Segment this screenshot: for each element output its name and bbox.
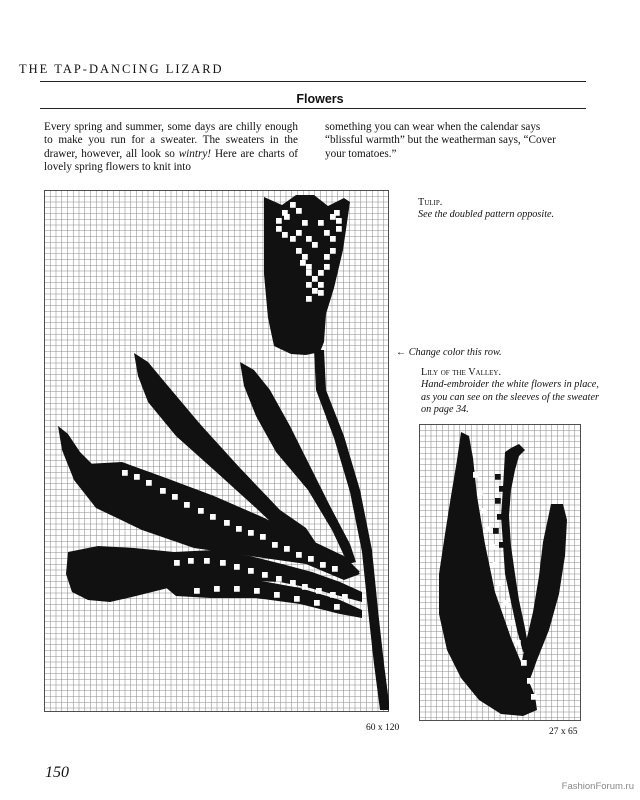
tulip-chart: [44, 190, 389, 712]
tulip-note: See the doubled pattern opposite.: [418, 209, 555, 221]
lily-title: Lily of the Valley.: [421, 367, 502, 378]
top-rule: [40, 81, 586, 82]
intro-text-b: Here are charts of lovely spring flowers to knit into: [44, 147, 299, 174]
lily-chart: [419, 424, 581, 721]
tulip-chart-size: 60 x 120: [366, 723, 400, 733]
intro-emphasis: wintry!: [178, 147, 212, 160]
lily-stem: [501, 444, 529, 652]
running-head: THE TAP-DANCING LIZARD: [19, 62, 224, 76]
watermark: FashionForum.ru: [561, 781, 634, 792]
tulip-title: Tulip.: [418, 197, 443, 208]
lily-leaf-right: [517, 504, 567, 696]
lily-note: Hand-embroider the white flowers in place, as you can see on the sleeves of the sweater on page 34.: [421, 379, 599, 416]
lily-caption: [421, 367, 599, 417]
page-number: 150: [45, 764, 69, 781]
intro-column-2: something you can wear when the calendar says “blissful warmth” but the weatherman says, “Cover your tomatoes.”: [325, 121, 556, 160]
change-color-note: ← Change color this row.: [396, 347, 502, 358]
section-title: Flowers: [296, 92, 344, 106]
lily-chart-size: 27 x 65: [549, 727, 578, 737]
title-rule: [40, 108, 586, 109]
tulip-caption: [418, 197, 593, 222]
intro-column-1: [44, 121, 298, 175]
intro-text-a: Every spring and summer, some days are chilly enough to make you run for a sweater. The sweaters in the drawer, however, all look so: [44, 121, 298, 160]
